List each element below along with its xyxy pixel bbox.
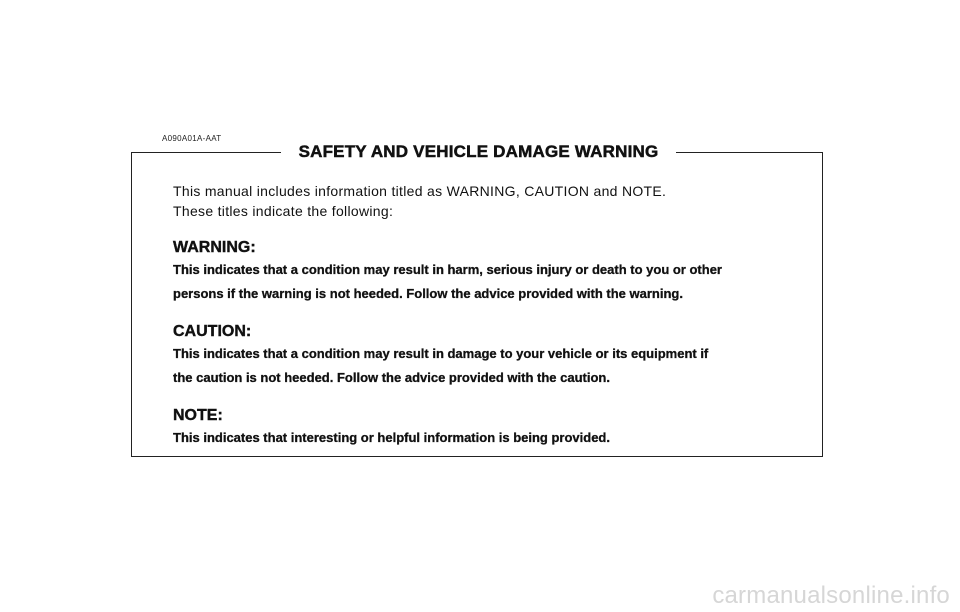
intro-line-1: This manual includes information titled as WARNING, CAUTION and NOTE. bbox=[173, 183, 667, 199]
caution-text-line-1: This indicates that a condition may result in damage to your vehicle or its equipment if bbox=[173, 346, 709, 361]
caution-heading: CAUTION: bbox=[173, 323, 252, 340]
box-content bbox=[173, 181, 793, 450]
caution-text-line-2: the caution is not heeded. Follow the advice provided with the caution. bbox=[173, 370, 610, 385]
note-section bbox=[173, 406, 793, 450]
document-code: A090A01A-AAT bbox=[162, 134, 222, 143]
warning-text-line-2: persons if the warning is not heeded. Follow the advice provided with the warning. bbox=[173, 286, 683, 301]
box-top-border-right bbox=[676, 152, 823, 153]
warning-heading: WARNING: bbox=[173, 239, 256, 256]
intro-line-2: These titles indicate the following: bbox=[173, 203, 394, 219]
note-text-line-1: This indicates that interesting or helpful information is being provided. bbox=[173, 430, 610, 445]
warning-section bbox=[173, 238, 793, 306]
warning-text-line-1: This indicates that a condition may result in harm, serious injury or death to you or other bbox=[173, 262, 722, 277]
box-top-border-left bbox=[131, 152, 281, 153]
caution-section bbox=[173, 322, 793, 390]
note-heading: NOTE: bbox=[173, 407, 223, 424]
watermark: carmanualsonline.info bbox=[712, 582, 950, 609]
page-title: SAFETY AND VEHICLE DAMAGE WARNING bbox=[298, 142, 659, 161]
